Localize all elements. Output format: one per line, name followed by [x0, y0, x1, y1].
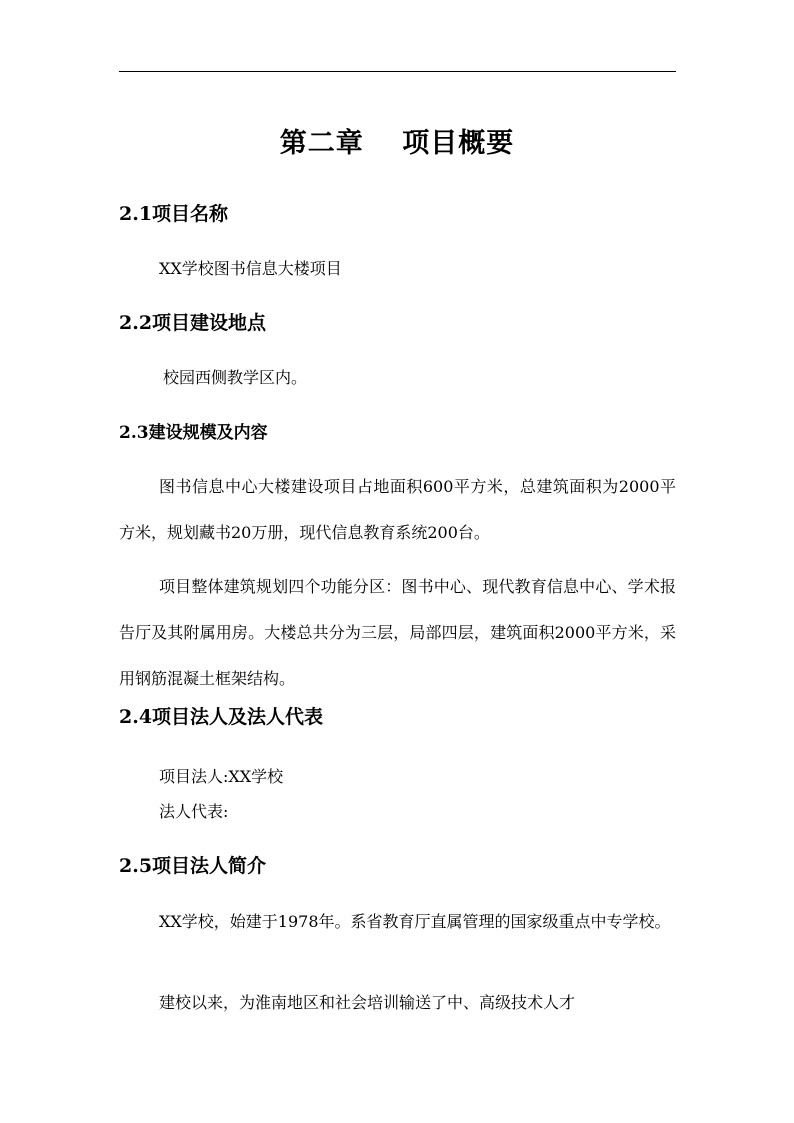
intro-paragraph-1: XX学校，始建于1978年。系省教育厅直属管理的国家级重点中专学校。	[159, 912, 671, 931]
scale-paragraph-1: 图书信息中心大楼建设项目占地面积600平方米，总建筑面积为2000平方米，规划藏书20万册，现代信息教育系统200台。	[119, 477, 676, 542]
legal-representative-text: 法人代表:	[159, 802, 229, 821]
section-heading-2-3: 2.3建设规模及内容	[119, 423, 268, 443]
section-heading-2-2: 2.2项目建设地点	[119, 312, 267, 334]
chapter-title: 第二章 项目概要	[279, 128, 515, 159]
scale-paragraph-2: 项目整体建筑规划四个功能分区：图书中心、现代教育信息中心、学术报告厅及其附属用房。大楼总共分为三层，局部四层，建筑面积2000平方米，采用钢筋混凝土框架结构。	[119, 577, 676, 688]
header-rule	[119, 71, 676, 72]
intro-paragraph-2: 建校以来，为淮南地区和社会培训输送了中、高级技术人才	[159, 993, 576, 1012]
legal-entity-text: 项目法人:XX学校	[159, 767, 284, 786]
section-heading-2-4: 2.4项目法人及法人代表	[119, 706, 324, 728]
project-name-text: XX学校图书信息大楼项目	[159, 259, 342, 278]
section-heading-2-5: 2.5项目法人简介	[119, 855, 267, 877]
section-heading-2-1: 2.1项目名称	[119, 203, 229, 225]
project-location-text: 校园西侧教学区内。	[163, 368, 308, 387]
